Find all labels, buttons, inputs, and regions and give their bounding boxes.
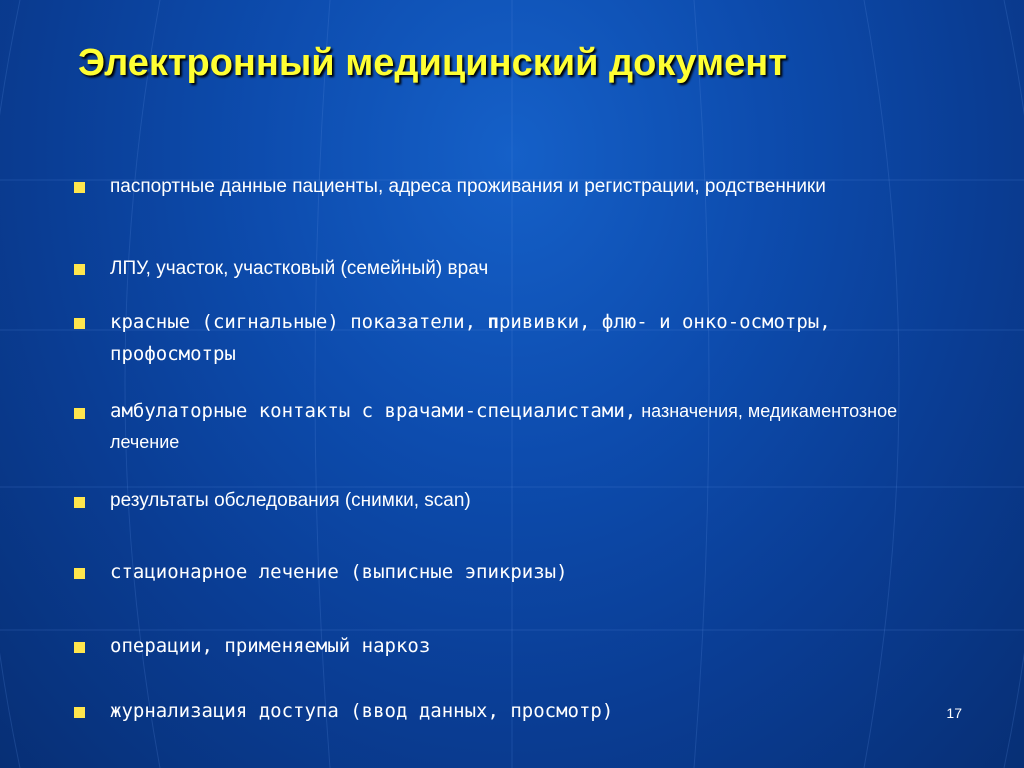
square-bullet-icon [74, 707, 85, 718]
bullet-text-part: рививки, флю- и онко-осмотры, профосмотры [110, 311, 831, 365]
bullet-text-bold-letter: п [487, 311, 499, 333]
bullet-item [74, 486, 954, 516]
bullet-text: журнализация доступа (ввод данных, просмотр) [110, 700, 614, 722]
square-bullet-icon [74, 642, 85, 653]
bullet-text [110, 396, 960, 458]
bullet-item [74, 172, 954, 232]
bullet-text [110, 306, 940, 370]
square-bullet-icon [74, 318, 85, 329]
square-bullet-icon [74, 568, 85, 579]
square-bullet-icon [74, 497, 85, 508]
bullet-text: результаты обследования (снимки, scan) [110, 490, 471, 511]
bullet-text-part: назначения, медикаментозное лечение [110, 401, 898, 452]
bullet-text: ЛПУ, участок, участковый (семейный) врач [110, 258, 489, 279]
bullet-item [74, 556, 954, 588]
bullet-item [74, 306, 954, 370]
bullet-item [74, 630, 954, 662]
square-bullet-icon [74, 182, 85, 193]
bullet-text-part: амбулаторные контакты с врачами-специалистами, [110, 400, 637, 422]
bullet-item [74, 396, 954, 460]
bullet-text: операции, применяемый наркоз [110, 635, 431, 657]
page-number: 17 [946, 705, 962, 721]
bullet-text-part: красные (сигнальные) показатели, [110, 311, 488, 333]
slide-title: Электронный медицинский документ [78, 42, 787, 84]
bullet-text: паспортные данные пациенты, адреса проживания и регистрации, родственники [110, 176, 826, 197]
square-bullet-icon [74, 408, 85, 419]
bullet-item [74, 254, 954, 284]
bullet-item [74, 695, 954, 727]
square-bullet-icon [74, 264, 85, 275]
bullet-text: стационарное лечение (выписные эпикризы) [110, 561, 568, 583]
